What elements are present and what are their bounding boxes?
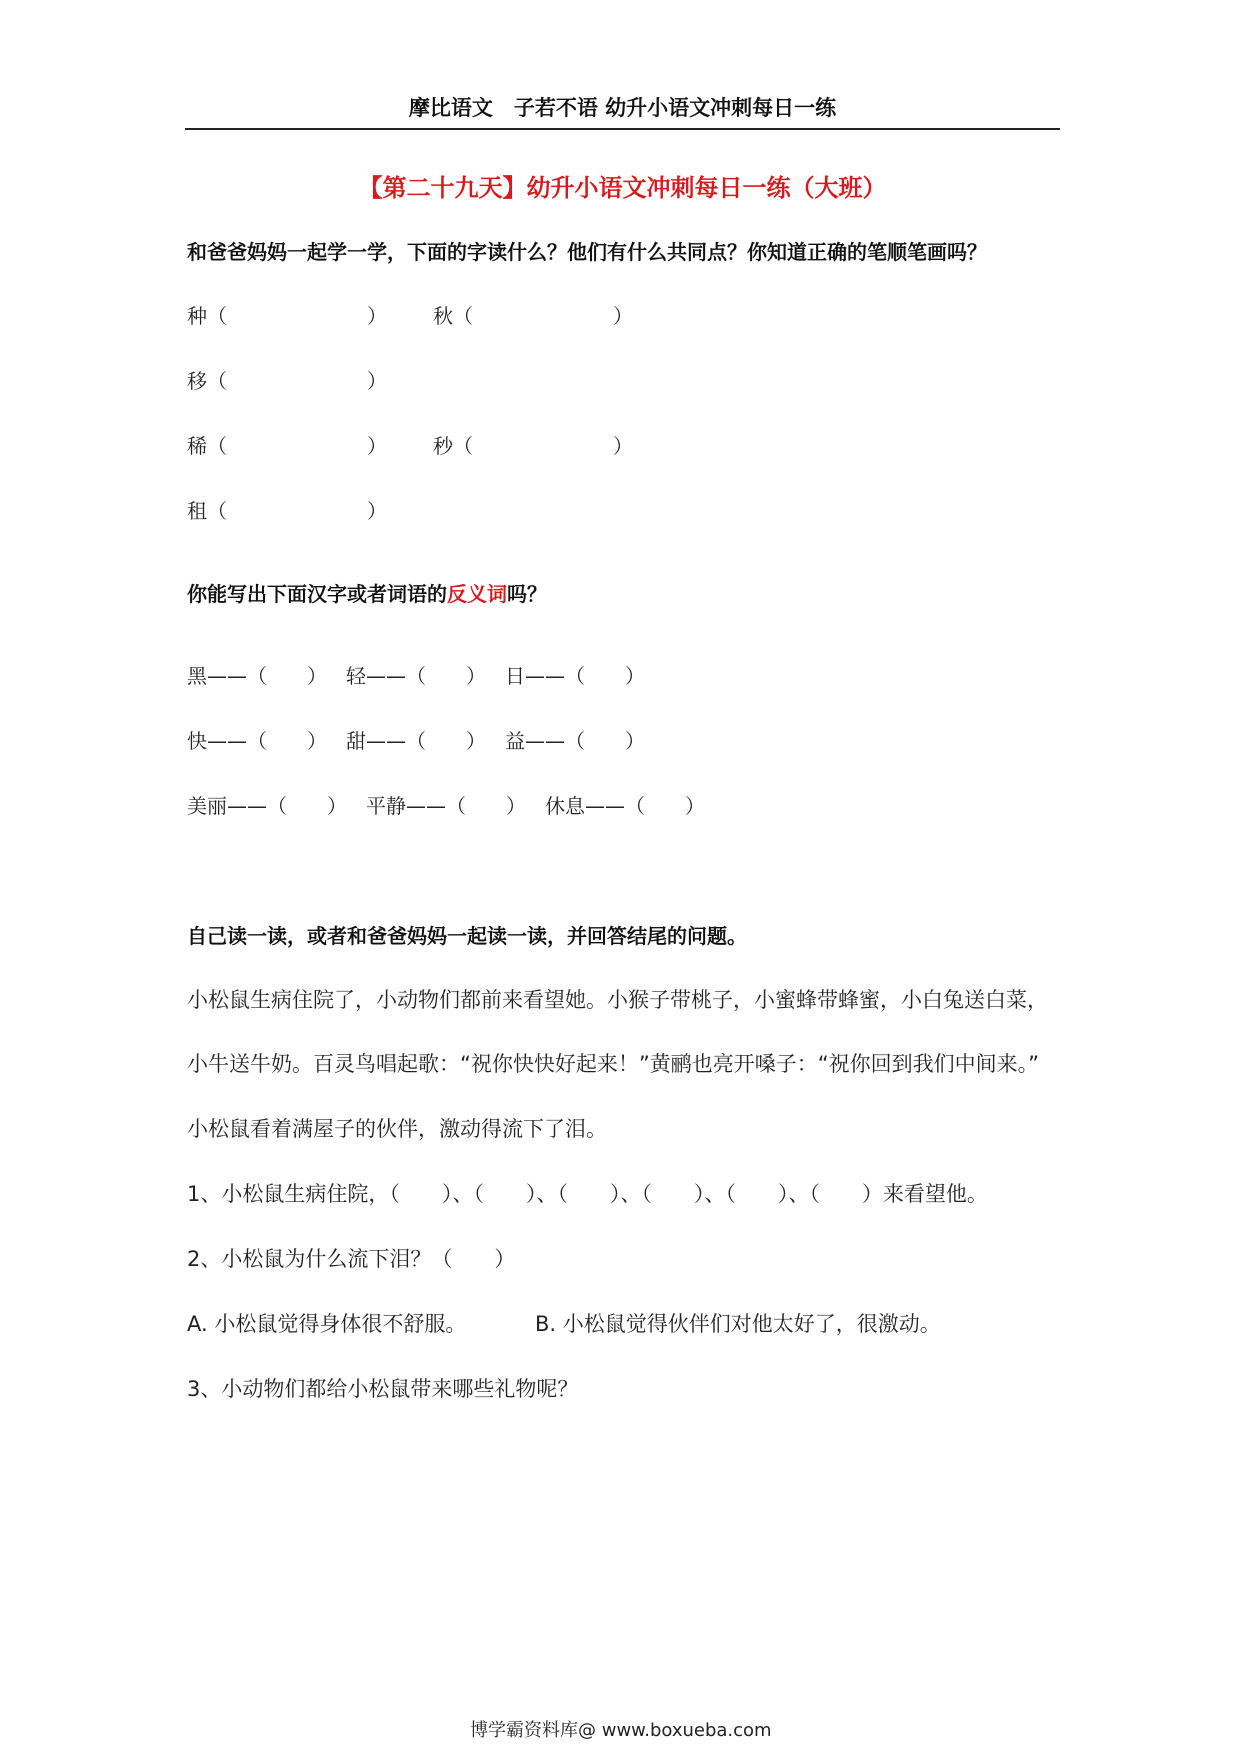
question-3: 3、小动物们都给小松鼠带来哪些礼物呢？ bbox=[187, 1377, 579, 1401]
option-b: B. 小松鼠觉得伙伴们对他太好了，很激动。 bbox=[535, 1312, 941, 1336]
char-blank-item: 移（ ） bbox=[187, 369, 387, 393]
passage-line: 小松鼠看着满屋子的伙伴，激动得流下了泪。 bbox=[187, 1117, 607, 1141]
passage-line: 小松鼠生病住院了，小动物们都前来看望她。小猴子带桃子，小蜜蜂带蜂蜜，小白兔送白菜， bbox=[187, 988, 1048, 1012]
antonym-item: 美丽——（ ） bbox=[187, 794, 347, 818]
char-blank-item: 秒（ ） bbox=[433, 434, 633, 458]
char-blank-item: 秋（ ） bbox=[433, 304, 633, 328]
section3-heading: 自己读一读，或者和爸爸妈妈一起读一读，并回答结尾的问题。 bbox=[187, 924, 747, 948]
antonym-item: 日——（ ） bbox=[505, 664, 645, 688]
passage-line: 小牛送牛奶。百灵鸟唱起歌：“祝你快快好起来！”黄鹂也亮开嗓子：“祝你回到我们中间来。” bbox=[187, 1052, 1040, 1076]
page-title: 【第二十九天】幼升小语文冲刺每日一练（大班） bbox=[358, 174, 887, 202]
antonym-item: 益——（ ） bbox=[505, 729, 645, 753]
antonym-item: 平静——（ ） bbox=[366, 794, 526, 818]
section1-question: 和爸爸妈妈一起学一学，下面的字读什么？他们有什么共同点？你知道正确的笔顺笔画吗？ bbox=[187, 240, 987, 264]
antonym-item: 轻——（ ） bbox=[346, 664, 486, 688]
question-text: 你能写出下面汉字或者词语的 bbox=[187, 582, 447, 606]
header-rule bbox=[185, 128, 1060, 130]
section2-question bbox=[187, 578, 547, 607]
char-blank-item: 稀（ ） bbox=[187, 434, 387, 458]
footer-watermark: 博学霸资料库@ www.boxueba.com bbox=[470, 1720, 772, 1741]
antonym-highlight: 反义词 bbox=[447, 582, 507, 606]
antonym-item: 快——（ ） bbox=[187, 729, 327, 753]
question-1: 1、小松鼠生病住院，（ ）、（ ）、（ ）、（ ）、（ ）、（ ）来看望他。 bbox=[187, 1182, 988, 1206]
question-text: 吗？ bbox=[507, 582, 547, 606]
char-blank-item: 种（ ） bbox=[187, 304, 387, 328]
question-2: 2、小松鼠为什么流下泪？（ ） bbox=[187, 1247, 516, 1271]
antonym-item: 休息——（ ） bbox=[545, 794, 705, 818]
option-a: A. 小松鼠觉得身体很不舒服。 bbox=[187, 1312, 467, 1336]
antonym-item: 甜——（ ） bbox=[346, 729, 486, 753]
page-header: 摩比语文 子若不语 幼升小语文冲刺每日一练 bbox=[408, 96, 837, 120]
char-blank-item: 租（ ） bbox=[187, 499, 387, 523]
antonym-item: 黑——（ ） bbox=[187, 664, 327, 688]
